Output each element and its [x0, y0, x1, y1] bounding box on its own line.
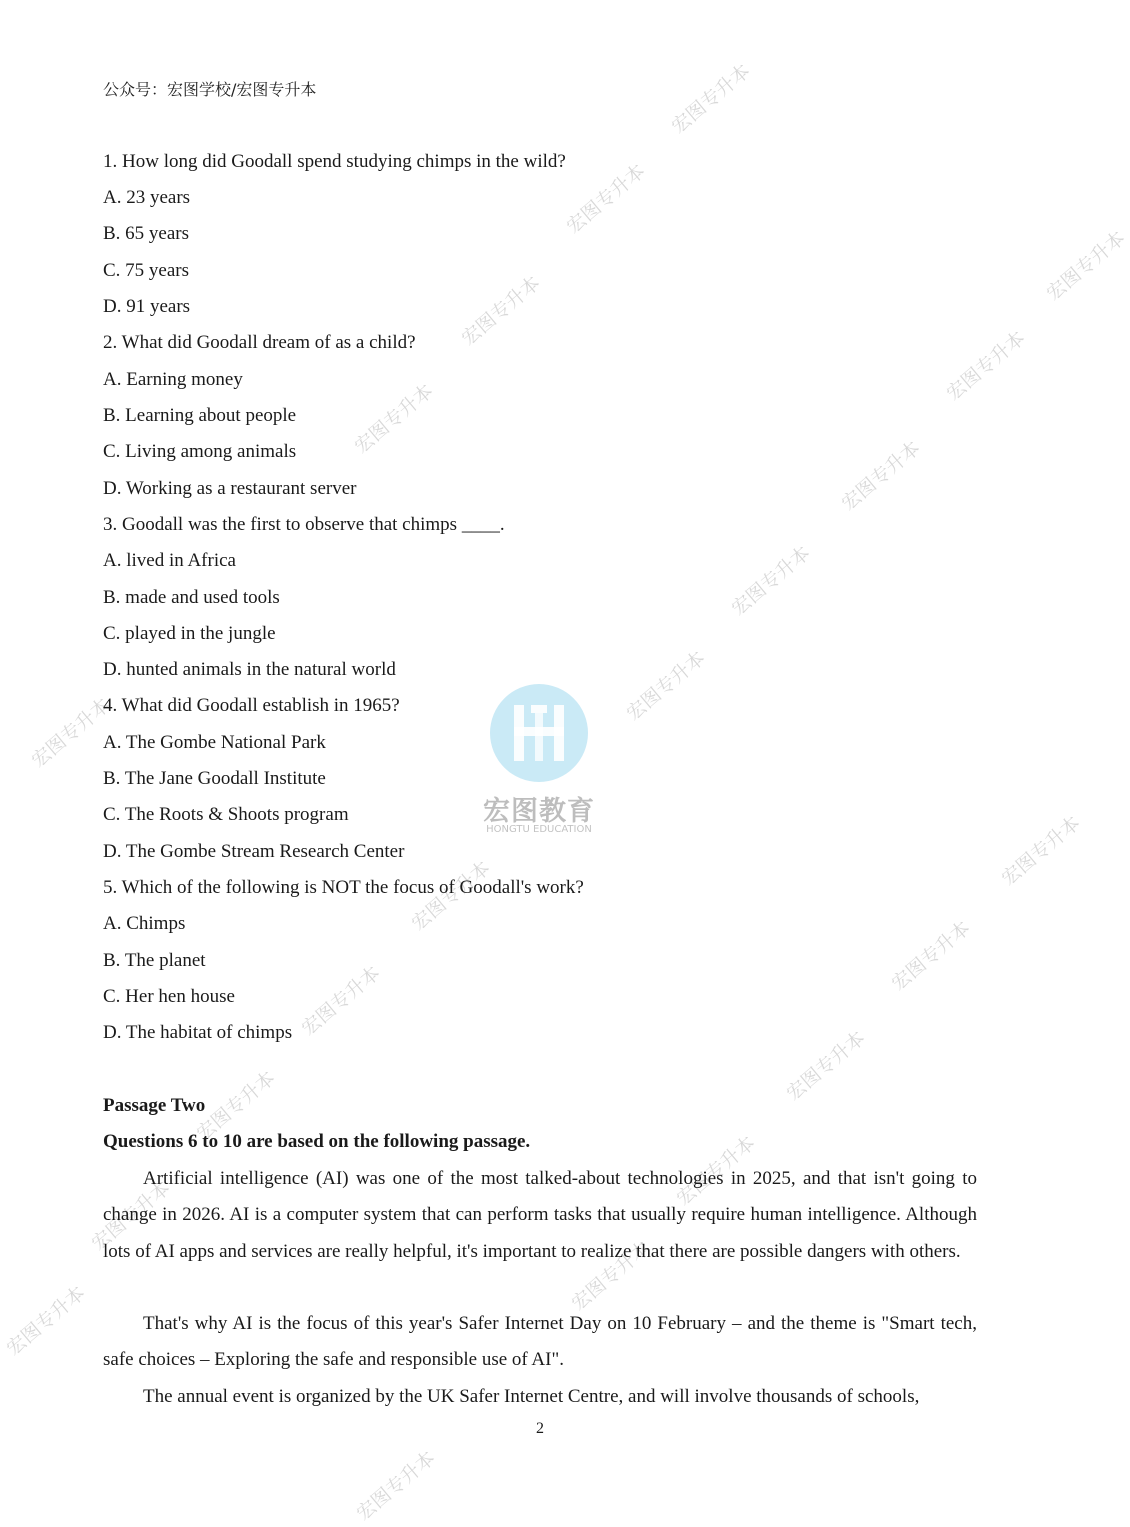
question-4-stem: 4. What did Goodall establish in 1965? [103, 695, 400, 716]
passage-title: Passage Two [103, 1095, 206, 1116]
watermark-text: 宏图专升本 [837, 436, 925, 515]
question-3-option-c: C. played in the jungle [103, 623, 276, 644]
hongtu-logo-icon [476, 683, 602, 787]
question-4-option-d: D. The Gombe Stream Research Center [103, 841, 405, 862]
watermark-text: 宏图专升本 [192, 1066, 280, 1145]
hongtu-logo [476, 683, 602, 835]
passage-paragraph-3: The annual event is organized by the UK Safer Internet Centre, and will involve thousands of schools, [143, 1386, 920, 1407]
watermark-text: 宏图专升本 [567, 1236, 655, 1315]
question-2-stem: 2. What did Goodall dream of as a child? [103, 332, 416, 353]
page-number: 2 [536, 1420, 544, 1437]
question-3-option-d: D. hunted animals in the natural world [103, 659, 396, 680]
watermark-text: 宏图专升本 [782, 1026, 870, 1105]
question-5-option-c: C. Her hen house [103, 986, 235, 1007]
question-3-stem: 3. Goodall was the first to observe that chimps ____. [103, 514, 505, 535]
logo-chinese-name: 宏图教育 [483, 796, 595, 827]
question-4-option-a: A. The Gombe National Park [103, 732, 326, 753]
question-2-option-c: C. Living among animals [103, 441, 297, 462]
watermark-text: 宏图专升本 [352, 1446, 440, 1525]
watermark-text: 宏图专升本 [457, 271, 545, 350]
watermark-text: 宏图专升本 [942, 326, 1030, 405]
watermark-text: 宏图专升本 [997, 811, 1085, 890]
question-5-option-d: D. The habitat of chimps [103, 1022, 293, 1043]
question-5-option-b: B. The planet [103, 950, 206, 971]
question-1-option-c: C. 75 years [103, 260, 190, 281]
question-2-option-b: B. Learning about people [103, 405, 297, 426]
watermark-text: 宏图专升本 [407, 856, 495, 935]
question-2-option-d: D. Working as a restaurant server [103, 478, 357, 499]
question-1-stem: 1. How long did Goodall spend studying chimps in the wild? [103, 151, 566, 172]
logo-english-name: HONGTU EDUCATION [486, 824, 592, 835]
watermark-text: 宏图专升本 [667, 59, 755, 138]
question-4-option-c: C. The Roots & Shoots program [103, 804, 349, 825]
question-2-option-a: A. Earning money [103, 369, 243, 390]
watermark-text: 宏图专升本 [622, 646, 710, 725]
question-1-option-d: D. 91 years [103, 296, 191, 317]
watermark-text: 宏图专升本 [87, 1176, 175, 1255]
page-header: 公众号：宏图学校/宏图专升本 [103, 80, 317, 99]
watermark-text: 宏图专升本 [1042, 226, 1130, 305]
watermark-text: 宏图专升本 [672, 1131, 760, 1210]
question-3-option-b: B. made and used tools [103, 587, 280, 608]
question-4-option-b: B. The Jane Goodall Institute [103, 768, 326, 789]
passage-paragraph-2: That's why AI is the focus of this year's Safer Internet Day on 10 February – and the theme is "Smart tech, safe choices – Exploring the safe and responsible use of AI". [103, 1313, 977, 1371]
question-5-stem: 5. Which of the following is NOT the focus of Goodall's work? [103, 877, 584, 898]
watermark-text: 宏图专升本 [2, 1281, 90, 1360]
watermark-text: 宏图专升本 [350, 379, 438, 458]
watermark-text: 宏图专升本 [727, 541, 815, 620]
watermark-text: 宏图专升本 [27, 693, 115, 772]
passage-instruction: Questions 6 to 10 are based on the following passage. [103, 1131, 531, 1152]
watermark-text: 宏图专升本 [562, 159, 650, 238]
question-3-option-a: A. lived in Africa [103, 550, 236, 571]
passage-paragraph-1: Artificial intelligence (AI) was one of the most talked-about technologies in 2025, and that isn't going to change in 2026. AI is a computer system that can perform tasks that usually require human intelligence. Although lots of AI apps and services are really helpful, it's important to realize that there are possible dangers with others. [103, 1168, 977, 1262]
question-1-option-a: A. 23 years [103, 187, 191, 208]
question-5-option-a: A. Chimps [103, 913, 186, 934]
question-1-option-b: B. 65 years [103, 223, 190, 244]
watermark-text: 宏图专升本 [297, 961, 385, 1040]
watermark-text: 宏图专升本 [887, 916, 975, 995]
